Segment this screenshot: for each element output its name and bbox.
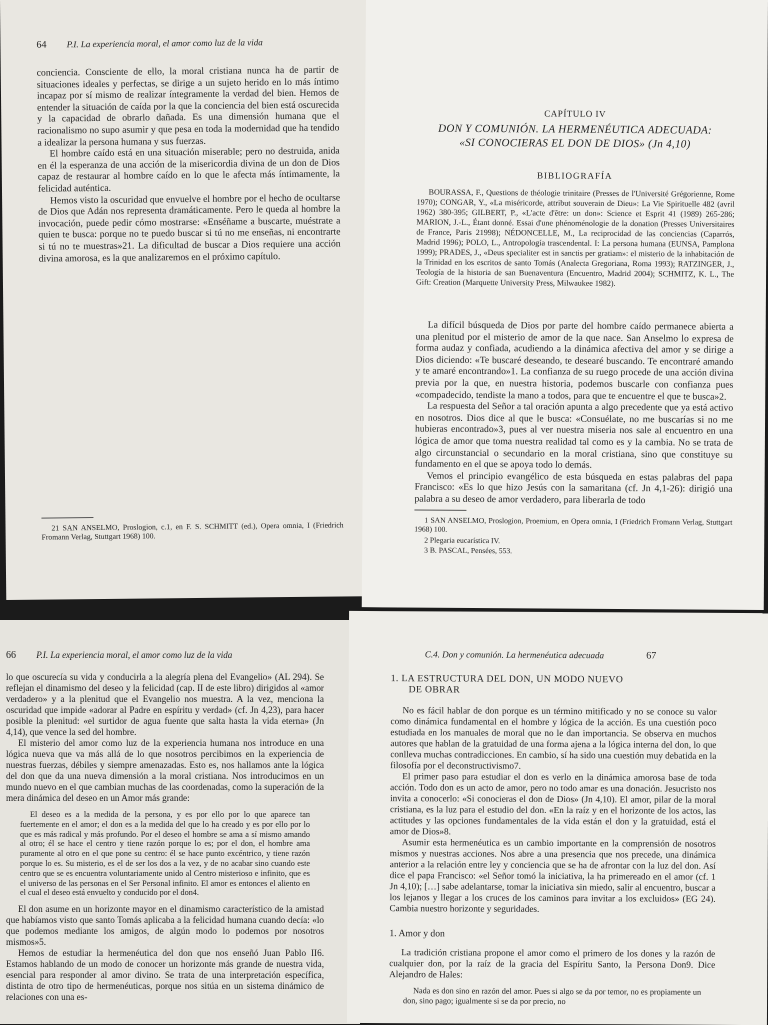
chapter-title-line-1: DON Y COMUNIÓN. LA HERMENÉUTICA ADECUADA:	[438, 122, 713, 137]
page-number: 64	[36, 39, 47, 51]
paragraph: La respuesta del Señor a tal oración apunta a algo precedente que ya está activo en nosotros. Dios dice al que le busca: «Consuélate, no me buscarías si no me hubieras encontrado»3, pues al ver nuestra miseria nos sale al encuentro en una lógica de amor que toma nuestra realidad tal como es y la cambia. No se trata de algo circunstancial o secundario en la moral cristiana, sino que constituye su fundamento en el que se apoya todo lo demás.	[414, 400, 734, 471]
paragraph: No es fácil hablar de don porque es un término mitificado y no se conoce su valor como dinámica fundamental en el hombre y lógica de la acción. Es una cuestión poco estudiada en los manuales de moral que no le dan importancia. Se observa en muchos autores que hablan de la gratuidad de una forma ajena a la lógica interna del don, lo que conlleva muchas contradicciones. En cambio, sí ha sido una cuestión muy debatida en la filosofía por el deconstructivismo7.	[390, 705, 717, 771]
running-header-66	[6, 650, 232, 661]
body-text-67	[389, 673, 717, 1013]
paragraph: Asumir esta hermenéutica es un cambio importante en la comprensión de nosotros mismos y nuestras acciones. Nos abre a una presencia que nos precede, una dinámica anterior a la relación entre ley y conciencia que se ha de afrontar con la luz del don. Así dice el papa Francisco: «el Señor tomó la iniciativa, la ha primereado en el amor (cf. 1 Jn 4,10); […] sabe adelantarse, tomar la iniciativa sin miedo, salir al encuentro, buscar a los lejanos y llegar a los cruces de los caminos para invitar a los excluidos» (EG 24). Cambia nuestro horizonte y seguridades.	[389, 837, 716, 914]
paragraph: lo que oscurecía su vida y conducirla a la alegría plena del Evangelio» (AL 294). Se reflejan el dinamismo del deseo y la felicidad (cap. II de este libro) dirigidos al «amor verdadero» y a la plenitud que el Evangelio nos muestra. A la vez, menciona la oscuridad que impide «adorar al Padre en espíritu y verdad» (cf. Jn 4,23), para hacer posible la plenitud: «el surtidor de agua fuente que salta hasta la vida eterna» (Jn 4,14), que vence la sed del hombre.	[6, 672, 324, 737]
page-65	[362, 0, 768, 610]
paragraph: Hemos visto la oscuridad que envuelve el hombre por el hecho de ocultarse de Dios que Adán nos representa dramáticamente. Pero le queda al hombre la invocación, puede pedir cómo mostrarse: «Enséñame a buscarte, muéstrate a quien te busca: porque no te puedo buscar si tú no me enseñas, ni encontrarte si tú no te muestras»21. La dificultad de buscar a Dios requiere una acción divina amorosa, es la que analizaremos en el próximo capítulo.	[38, 191, 341, 265]
paragraph: El misterio del amor como luz de la experiencia humana nos introduce en una lógica nueva que va más allá de lo que nosotros percibimos en la experiencia de nuestras fuerzas, débiles y siempre amenazadas. Esto es, nos hallamos ante la lógica del don que da una nueva dimensión a la moral cristiana. Nos introducimos en un mundo nuevo en el que cambian muchas de las coordenadas, como la superación de la mera dinámica del deseo en un Amor más grande:	[6, 738, 324, 803]
footnotes-65	[414, 516, 732, 559]
paragraph: El don asume en un horizonte mayor en el dinamismo característico de la amistad que habíamos visto que santo Tomás aplicaba a la felicidad humana cuando decía: «lo que podemos mediante los amigos, de algún modo lo podemos por nosotros mismos»5.	[6, 904, 324, 948]
paragraph: Hemos de estudiar la hermenéutica del don que nos enseñó Juan Pablo II6. Estamos hablando de un modo de conocer un horizonte más grande de nuestra vida, esencial para responder al amor divino. Se trata de una interpretación específica, distinta de otro tipo de hermenéuticas, porque nos sitúa en un sistema dinámico de relaciones con una es-	[6, 948, 324, 1003]
page-64	[0, 0, 378, 600]
section-title-line-2: DE OBRAR	[408, 684, 461, 696]
page-66	[0, 620, 360, 1024]
page-number: 66	[6, 650, 16, 661]
section-title-line-1: 1. LA ESTRUCTURA DEL DON, UN MODO NUEVO	[390, 673, 624, 686]
header-text: P.I. La experiencia moral, el amor como luz de la vida	[36, 650, 233, 660]
footnote-rule	[41, 517, 93, 519]
running-header-67	[425, 649, 657, 661]
footnote: 3 B. PASCAL, Pensées, 553.	[424, 545, 513, 556]
running-header-64	[36, 37, 262, 50]
paragraph: La difícil búsqueda de Dios por parte del hombre caído permanece abierta a una plenitud por el misterio de amor de la que nace. San Anselmo lo expresa de forma audaz y confiada, acudiendo a la dinámica afectiva del amor y se dirige a Dios diciendo: «Te buscaré deseando, te desearé buscando. Te encontraré amando y te amaré encontrando»1. La confianza de su ruego procede de una acción divina previa por la que, en nuestra historia, podemos buscarle con confianza pues «compadecido, tendiste la mano a todos, para que te encuentre el que te busca»2.	[415, 319, 734, 403]
paragraph: El primer paso para estudiar el don es verlo en la dinámica amorosa base de toda acción. Todo don es un acto de amor, pero no todo amar es una donación. Jesucristo nos invita a conocerlo: «Si conocieras el don de Dios» (Jn 4,10). El amor, pilar de la moral cristiana, es la luz para el estudio del don. «En la raíz y en el horizonte de los actos, las actitudes y las opciones fundamentales de la vida están el don y la gratuidad, está el amor de Dios»8.	[389, 771, 717, 837]
paragraph: La tradición cristiana propone el amor como el primero de los dones y la razón de cualquier don, por la raíz de la gracia del Espíritu Santo, la Persona Don9. Dice Alejandro de Hales:	[389, 947, 716, 980]
header-text: P.I. La experiencia moral, el amor como luz de la vida	[66, 37, 263, 50]
chapter-title	[395, 121, 755, 152]
footnote: 21 SAN ANSELMO, Proslogion, c.1, en F. S. SCHMITT (ed.), Opera omnia, I (Friedrich Fromann Verlag, Stuttgart 1968) 100.	[41, 520, 344, 542]
block-quote: El deseo es a la medida de la persona, y es por ello por lo que aparece tan fuertemente en el amor; el don es a la medida del que lo ha creado y es por ello por lo que es más radical y más profundo. Por el deseo el hombre se ama a sí mismo amando al otro; él se hace el centro y tiene razón porque lo es; por el don, el hombre ama puramente al otro en el que pone su centro: él se hace punto excéntrico, y tiene razón porque lo es. Su misterio, es el de ser los dos a la vez, y de no acabar sino cuando este centro que se es encuentra voluntariamente unido al Centro misterioso e infinito, que es el universo de las personas en el Ser Personal infinito. El amor es entonces el aliento en el cual el deseo está envuelto y conducido por el don4.	[20, 810, 310, 898]
page-number: 67	[646, 650, 657, 662]
block-quote: Nada es don sino en razón del amor. Pues si algo se da por temor, no es propiamente un don, sino pago; igualmente si se da por precio, no	[403, 986, 702, 1006]
footnote: 2 Plegaria eucarística IV.	[424, 535, 501, 545]
chapter-title-line-2: «SI CONOCIERAS EL DON DE DIOS» (Jn 4,10)	[459, 136, 691, 151]
paragraph: conciencia. Consciente de ello, la moral cristiana nunca ha de partir de situaciones ideales y perfectas, se dirige a un sujeto herido en lo más íntimo incapaz por sí mismo de realizar íntegramente la verdad del bien. Hemos de entender la situación de caída por la que la conciencia del bien está oscurecida y la capacidad de obrarlo dañada. Es una dimensión humana que el racionalismo no supo asumir y que pesa en toda la modernidad que ha tendido a idealizar la persona humana y sus fuerzas.	[36, 64, 340, 149]
bibliography-title: BIBLIOGRAFÍA	[536, 170, 613, 181]
body-text-64	[37, 64, 341, 264]
paragraph: Vemos el principio evangélico de esta búsqueda en estas palabras del papa Francisco: «Es lo que hizo Jesús con la samaritana (cf. Jn 4,1-26): dirigió una palabra a su deseo de amor verdadero, para liberarla de todo	[414, 470, 733, 507]
chapter-label: CAPÍTULO IV	[544, 108, 607, 119]
footnotes-64	[41, 520, 343, 543]
footnote: 1 SAN ANSELMO, Proslogion, Proemium, en Opera omnia, I (Friedrich Fromann Verlag, Stuttgart 1968) 100.	[414, 515, 733, 535]
body-text-65	[414, 320, 733, 508]
bibliography-text: BOURASSA, F., Questions de théologie trinitaire (Presses de l'Université Grégorienne, Rome 1970); CONGAR, Y., «La miséricorde, attribut souverain de Dieu»: La Vie Spirituelle 482 (avril 1962) 380-395; GILBERT, P., «L'acte d'être: un don»: Science et Esprit 41 (1989) 265-286; MARION, J.-L., Étant donné. Essai d'une phénoménologie de la donation (Presses Universitaires de France, Paris 21998); NÉDONCELLE, M., La reciprocidad de las conciencias (Caparrós, Madrid 1996); POLO, L., Antropología trascendental. I: La persona humana (EUNSA, Pamplona 1999); PRADES, J., «Deus specialiter est in sanctis per gratiam»: el misterio de la inhabitación de la Trinidad en los escritos de santo Tomás (Analecta Gregoriana, Roma 1993); RATZINGER, J., Teología de la historia de san Buenaventura (Encuentro, Madrid 2004); SCHMITZ, K. L., The Gift: Creation (Marquette University Press, Milwaukee 1982).	[415, 187, 735, 288]
header-text: C.4. Don y comunión. La hermenéutica adecuada	[424, 649, 605, 661]
footnote-rule	[414, 510, 466, 511]
paragraph: El hombre caído está en una situación miserable; pero no destruida, anida en él la esperanza de una acción de la misericordia divina de un don de Dios capaz de restaurar al hombre caído en lo que le afecta más íntimamente, la felicidad auténtica.	[37, 145, 340, 195]
section-heading	[391, 673, 717, 697]
subsection-title: 1. Amor y don	[389, 928, 445, 940]
page-67	[347, 611, 768, 1025]
body-text-66	[6, 672, 324, 1003]
